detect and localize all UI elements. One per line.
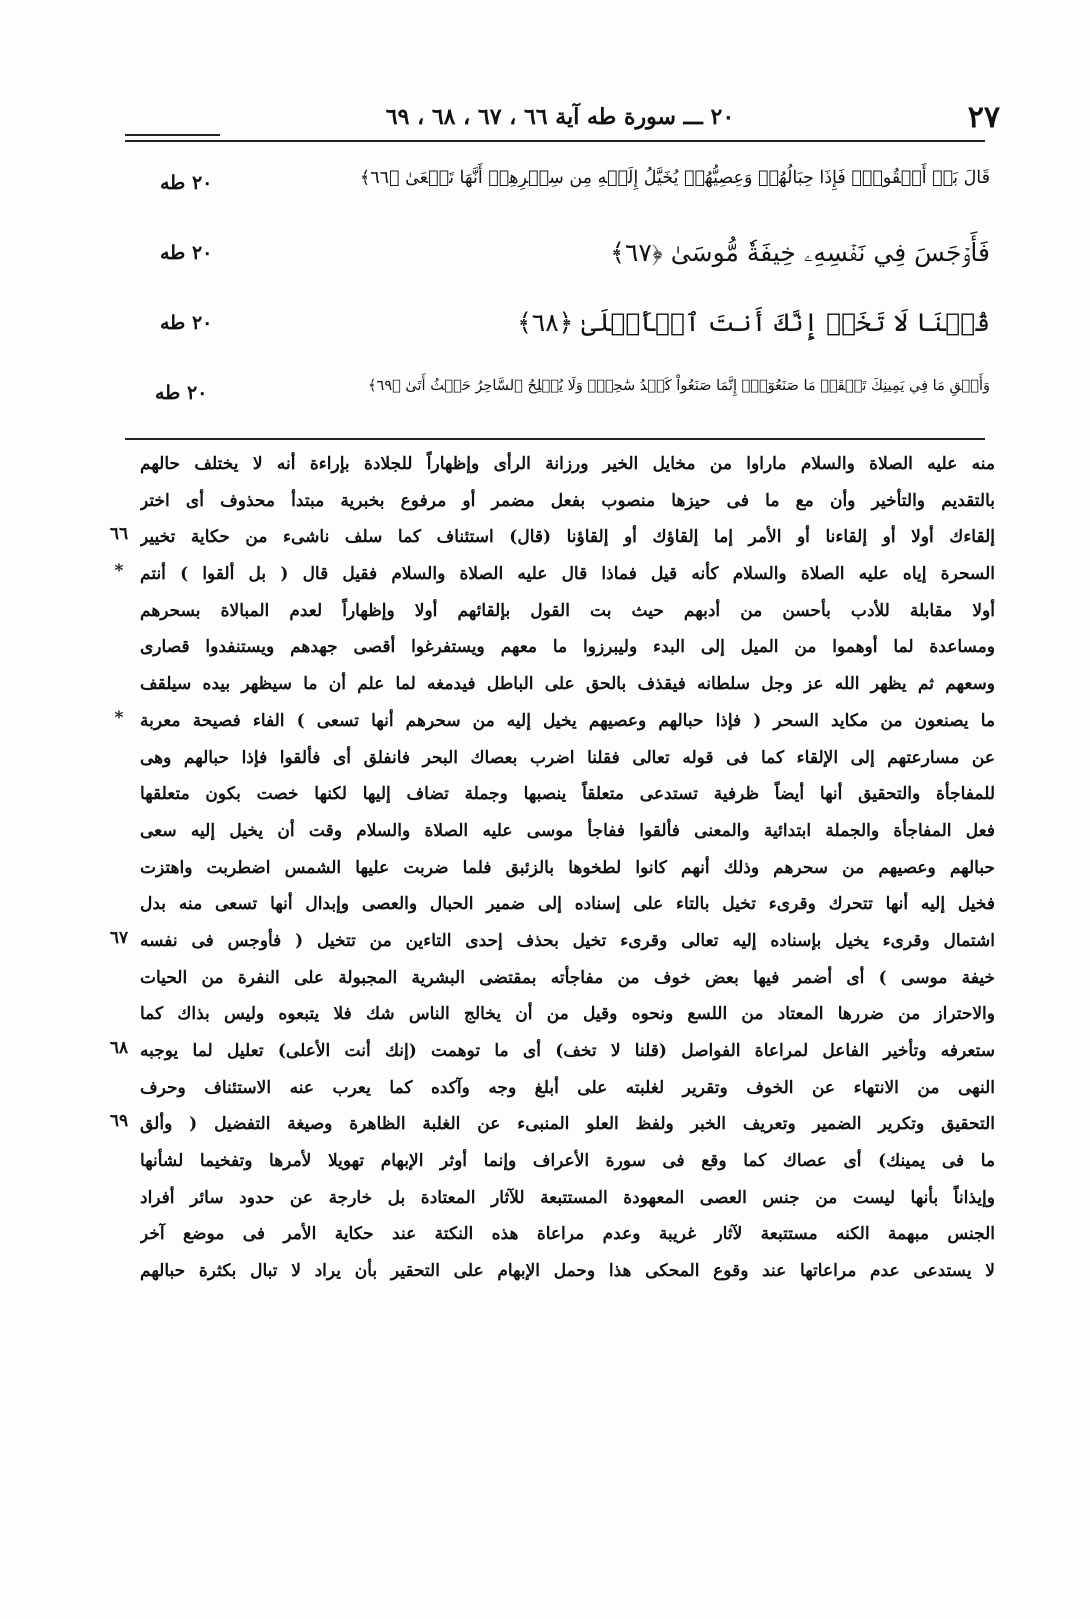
- commentary-line: [100, 923, 995, 960]
- commentary-line: [100, 740, 995, 777]
- commentary-line: [100, 593, 995, 630]
- commentary-line: [100, 446, 995, 483]
- verses-divider: [125, 438, 985, 440]
- verse-reference: ٢٠ طه: [155, 382, 208, 404]
- verse-row: [160, 300, 990, 370]
- commentary-line: [100, 666, 995, 703]
- verse-text: قَالَ بَلۡ أَلۡقُواْۖ فَإِذَا حِبَالُهُمۡ وَعِصِيُّهُمۡ يُخَيَّلُ إِلَيۡهِ مِن سِحۡرِهِمۡ أَنَّهَا تَسۡعَىٰ ﴿٦٦﴾: [359, 168, 990, 188]
- verse-text: فَأَوۡجَسَ فِي نَفۡسِهِۦ خِيفَةٗ مُّوسَىٰ ﴿٦٧﴾: [610, 238, 990, 267]
- commentary-text: ومساعدة لما أوهموا من الميل إلى البدء وليبرزوا ما معهم ويستفرغوا أقصى جهدهم ويستنفدوا قصارى: [140, 637, 995, 658]
- commentary-line: [100, 629, 995, 666]
- verse-reference: ٢٠ طه: [160, 242, 213, 264]
- commentary-text: وسعهم ثم يظهر الله عز وجل سلطانه فيقذف بالحق على الباطل فيدمغه لما علم أن ما سيظهر بيده سيلقف: [140, 674, 995, 695]
- margin-marker: ٦٩: [109, 1111, 129, 1132]
- commentary-line: [100, 519, 995, 556]
- commentary-text: فعل المفاجأة والجملة ابتدائية والمعنى فألقوا ففاجأ موسى عليه الصلاة والسلام وقت أن يخيل إليه سعى: [140, 820, 995, 841]
- commentary-text: النهى من الانتهاء عن الخوف وتقرير لغلبته على أبلغ وجه وآكده كما يعرب عنه الاستئناف وحرف: [140, 1077, 995, 1098]
- page-number-underline: [125, 134, 220, 136]
- verse-row: [160, 230, 990, 300]
- verse-row: [160, 160, 990, 230]
- commentary-line: [100, 1143, 995, 1180]
- running-title: ٢٠ ـــ سورة طه آية ٦٦ ، ٦٧ ، ٦٨ ، ٦٩: [385, 104, 735, 130]
- commentary-text: عن مسارعتهم إلى الإلقاء كما فى قوله تعالى فقلنا اضرب بعصاك البحر فانفلق أى فألقوا فإذا حبالهم وهى: [140, 747, 995, 768]
- commentary-line: [100, 886, 995, 923]
- commentary-line: [100, 556, 995, 593]
- commentary-text: ما يصنعون من مكايد السحر ( فإذا حبالهم وعصيهم يخيل إليه من سحرهم أنها تسعى ) الفاء فصيحة معربة: [140, 710, 995, 731]
- commentary-line: [100, 776, 995, 813]
- commentary-line: [100, 483, 995, 520]
- commentary-line: [100, 1216, 995, 1253]
- commentary-text: ما فى يمينك) أى عصاك كما وقع فى سورة الأعراف وإنما أوثر الإبهام تهويلا لأمرها وتفخيما لشأنها: [140, 1151, 995, 1172]
- commentary-text: فخيل إليه أنها تتحرك وقرىء تخيل بالتاء على إسناده إلى ضمير الحبال والعصى وإبدال أنها تسعى منه بدل: [140, 894, 995, 915]
- commentary-line: [100, 1253, 995, 1290]
- commentary-line: [100, 1106, 995, 1143]
- commentary-text: حبالهم وعصيهم من سحرهم وذلك أنهم كانوا لطخوها بالزئبق فلما ضربت عليها الشمس اضطربت واهتزت: [140, 857, 995, 878]
- commentary-line: [100, 703, 995, 740]
- margin-marker: ٦٧: [109, 927, 129, 948]
- margin-marker: *: [114, 707, 124, 728]
- commentary-text: بالتقديم والتأخير وأن مع ما فى حيزها منصوب بفعل مضمر أو مرفوع بخبرية مبتدأ محذوف أى اختر: [140, 490, 995, 511]
- quran-verses: [155, 160, 990, 440]
- commentary-text: السحرة إياه عليه الصلاة والسلام كأنه قيل فماذا قال عليه الصلاة والسلام فقيل قال ( بل ألقوا ) أنتم: [140, 564, 995, 585]
- commentary-line: [100, 1180, 995, 1217]
- verse-row: [155, 370, 990, 440]
- verse-reference: ٢٠ طه: [160, 172, 213, 194]
- commentary-text: وإيذاناً بأنها ليست من جنس العصى المعهودة المستتبعة للآثار المعتادة بل خارجة عن حدود سائر أفراد: [140, 1187, 995, 1208]
- commentary-text: منه عليه الصلاة والسلام ماراوا من مخايل الخير ورزانة الرأى وإظهاراً للجلادة بإراءة أنه لا يختلف حالهم: [140, 454, 995, 474]
- margin-marker: *: [114, 561, 124, 582]
- commentary-line: [100, 996, 995, 1033]
- commentary-text: لا يستدعى عدم مراعاتها عند وقوع المحكى هذا وحمل الإبهام على التحقير بأن يراد لا تبال بكثرة حبالهم: [140, 1261, 995, 1282]
- commentary-text: للمفاجأة والتحقيق أنها أيضاً ظرفية تستدعى متعلقاً ينصبها وجملة تضاف إليها لكنها خصت بكون متعلقها: [140, 784, 995, 805]
- margin-marker: ٦٨: [109, 1038, 129, 1058]
- commentary-line: [100, 1070, 995, 1107]
- commentary-text: اشتمال وقرىء يخيل بإسناده إليه تعالى وقرىء تخيل بحذف إحدى التاءين من تتخيل ( فأوجس فى نفسه: [140, 930, 995, 951]
- page-number: ٢٧: [967, 100, 1000, 135]
- margin-marker: ٦٦: [109, 524, 129, 545]
- commentary-text: الجنس مبهمة الكنه مستتبعة لآثار غريبة وعدم مراعاة هذه النكتة عند حكاية الأمر فى موضع آخر: [140, 1224, 995, 1245]
- commentary-text: خيفة موسى ) أى أضمر فيها بعض خوف من مفاجأته بمقتضى البشرية المجبولة على النفرة من الحيات: [140, 967, 995, 988]
- page-header: [120, 100, 1000, 140]
- commentary-text: التحقيق وتكرير الضمير وتعريف الخبر ولفظ العلو المنبىء عن الغلبة الظاهرة وصيغة التفضيل ( وألق: [140, 1114, 995, 1135]
- commentary-text: إلقاءك أولا أو إلقاءنا أو الأمر إما إلقاؤك أو إلقاؤنا (قال) استئناف كما سلف ناشىء من حكاية تخيير: [140, 527, 995, 548]
- commentary-line: [100, 960, 995, 997]
- commentary-line: [100, 850, 995, 887]
- verse-reference: ٢٠ طه: [160, 312, 213, 334]
- commentary-line: [100, 1033, 995, 1070]
- commentary-line: [100, 813, 995, 850]
- verse-text: وَأَلۡقِ مَا فِي يَمِينِكَ تَلۡقَفۡ مَا صَنَعُوٓاْۖ إِنَّمَا صَنَعُواْ كَيۡدُ سَٰحِرٖۖ وَلَا يُفۡلِحُ ٱلسَّاحِرُ حَيۡثُ أَتَىٰ ﴿٦٩﴾: [368, 378, 990, 394]
- commentary-body: [100, 446, 995, 1290]
- commentary-text: أولا مقابلة للأدب بأحسن من أدبهم حيث بت القول بإلقائهم أولا وإظهاراً لعدم المبالاة بسحرهم: [140, 600, 995, 621]
- commentary-text: والاحتراز من ضررها المعتاد من اللسع ونحوه وقيل من أن يخالج الناس شك فلا يتبعوه وليس بذاك كما: [140, 1004, 995, 1025]
- verse-text: قُلۡنَا لَا تَخَفۡ إِنَّكَ أَنتَ ٱلۡأَعۡلَىٰ ﴿٦٨﴾: [517, 308, 990, 337]
- commentary-text: ستعرفه وتأخير الفاعل لمراعاة الفواصل (قلنا لا تخف) أى ما توهمت (إنك أنت الأعلى) تعليل لما يوجبه: [140, 1041, 995, 1061]
- header-rule: [125, 140, 985, 142]
